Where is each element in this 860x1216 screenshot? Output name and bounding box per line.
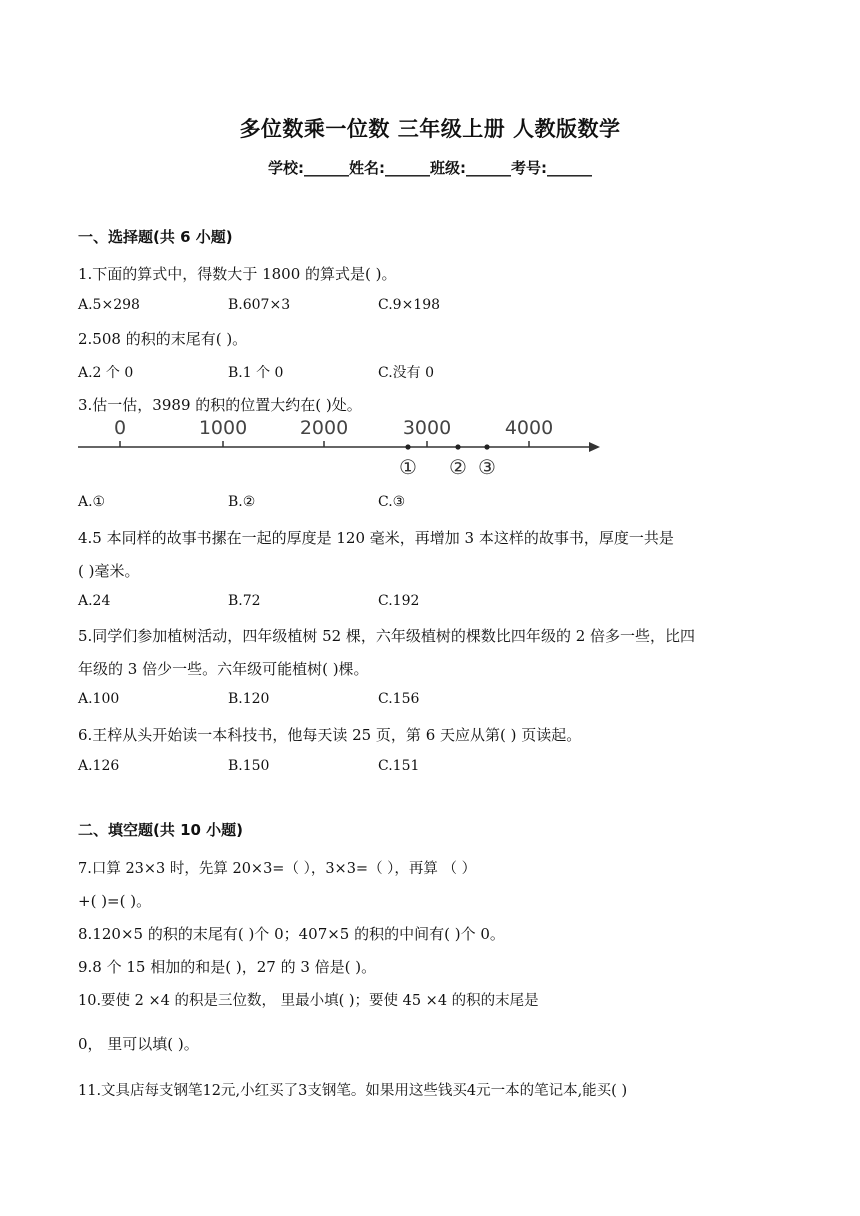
marker-label-2: ② [449, 455, 467, 479]
question-2-option-b: B.1 个 0 [228, 365, 284, 381]
point-2 [455, 444, 460, 449]
student-info-line: 学校:______姓名:______班级:______考号:______ [268, 159, 592, 177]
point-3 [484, 444, 489, 449]
question-5-option-a: A.100 [78, 691, 120, 707]
question-6-option-c: C.151 [378, 758, 420, 774]
question-1-option-c: C.9×198 [378, 297, 441, 313]
question-1-option-b: B.607×3 [228, 297, 291, 313]
tick-label-2000: 2000 [299, 417, 349, 439]
question-2-stem: 2.508 的积的末尾有( )。 [78, 330, 248, 348]
question-10-stem-line1: 10.要使 2 ×4 的积是三位数， 里最小填( )；要使 45 ×4 的积的末尾是 [78, 993, 539, 1009]
question-5-option-b: B.120 [228, 691, 270, 707]
tick-label-0: 0 [113, 417, 127, 439]
question-7-stem-line2: +( )=( )。 [78, 892, 152, 910]
question-4-option-c: C.192 [378, 593, 420, 609]
question-10-stem-line2: 0， 里可以填( )。 [78, 1035, 199, 1053]
question-6-stem: 6.王梓从头开始读一本科技书，他每天读 25 页，第 6 天应从第( ) 页读起。 [78, 726, 582, 744]
question-2-option-c: C.没有 0 [378, 365, 435, 381]
question-1-stem: 1.下面的算式中，得数大于 1800 的算式是( )。 [78, 265, 397, 283]
question-5-stem-line1: 5.同学们参加植树活动，四年级植树 52 棵，六年级植树的棵数比四年级的 2 倍多一些，比四 [78, 627, 696, 645]
tick-label-1000: 1000 [198, 417, 248, 439]
tick-label-3000: 3000 [402, 417, 452, 439]
question-1-option-a: A.5×298 [78, 297, 140, 313]
question-7-stem-line1: 7.口算 23×3 时，先算 20×3=（ ），3×3=（ ），再算 （ ） [78, 861, 477, 877]
marker-label-3: ③ [478, 455, 496, 479]
number-line-figure [70, 410, 610, 485]
question-4-stem-line2: ( )毫米。 [78, 562, 140, 580]
question-11-stem: 11.文具店每支钢笔12元,小红买了3支钢笔。如果用这些钱买4元一本的笔记本,能买( ) [78, 1083, 628, 1099]
question-4-option-b: B.72 [228, 593, 261, 609]
section-heading-choice: 一、选择题(共 6 小题) [78, 228, 233, 246]
question-6-option-a: A.126 [78, 758, 120, 774]
question-3-option-c: C.③ [378, 494, 406, 510]
point-1 [405, 444, 410, 449]
number-line-arrow [589, 442, 600, 452]
question-2-option-a: A.2 个 0 [78, 365, 134, 381]
question-8-stem: 8.120×5 的积的末尾有( )个 0；407×5 的积的中间有( )个 0。 [78, 925, 505, 943]
question-5-stem-line2: 年级的 3 倍少一些。六年级可能植树( )棵。 [78, 660, 369, 678]
marker-label-1: ① [399, 455, 417, 479]
question-4-option-a: A.24 [78, 593, 111, 609]
question-3-option-b: B.② [228, 494, 256, 510]
question-4-stem-line1: 4.5 本同样的故事书摞在一起的厚度是 120 毫米，再增加 3 本这样的故事书，厚度一共是 [78, 529, 674, 547]
question-5-option-c: C.156 [378, 691, 420, 707]
section-heading-fill: 二、填空题(共 10 小题) [78, 821, 244, 839]
tick-label-4000: 4000 [504, 417, 554, 439]
question-6-option-b: B.150 [228, 758, 270, 774]
question-3-option-a: A.① [78, 494, 106, 510]
question-9-stem: 9.8 个 15 相加的和是( )，27 的 3 倍是( )。 [78, 958, 377, 976]
question-3-stem: 3.估一估，3989 的积的位置大约在( )处。 [78, 396, 362, 414]
page-title: 多位数乘一位数 三年级上册 人教版数学 [239, 117, 621, 141]
